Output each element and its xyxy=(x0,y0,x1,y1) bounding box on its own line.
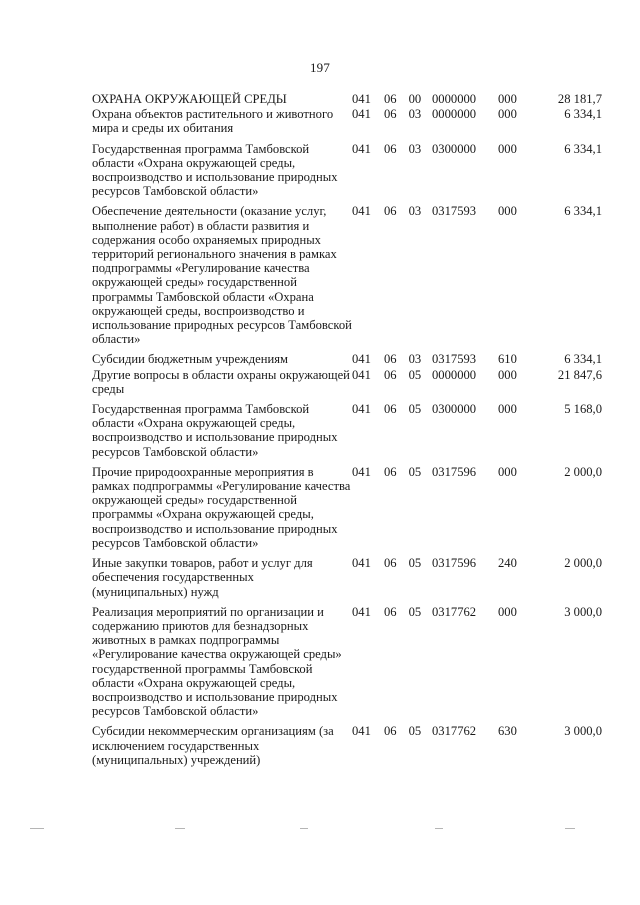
row-sum: 2 000,0 xyxy=(564,556,602,571)
scan-mark xyxy=(300,828,308,829)
row-rz: 06 xyxy=(384,464,397,479)
scan-mark xyxy=(565,828,575,829)
row-csr: 0300000 xyxy=(432,141,477,156)
row-pr: 00 xyxy=(408,92,422,106)
row-section xyxy=(382,724,432,738)
row-rz: 06 xyxy=(384,724,397,739)
row-sum: 2 000,0 xyxy=(564,464,602,479)
row-rz: 06 xyxy=(384,107,397,122)
row-section xyxy=(382,92,432,106)
row-section xyxy=(382,556,432,570)
row-rz: 06 xyxy=(384,604,397,619)
row-sum: 3 000,0 xyxy=(564,604,602,619)
row-name: ОХРАНА ОКРУЖАЮЩЕЙ СРЕДЫ xyxy=(92,92,287,106)
row-ved: 041 xyxy=(352,556,371,571)
row-ved: 041 xyxy=(352,402,371,417)
row-section xyxy=(382,368,432,382)
table-row xyxy=(92,556,602,599)
row-section xyxy=(382,107,432,121)
row-pr: 03 xyxy=(408,107,422,122)
row-ved: 041 xyxy=(352,92,371,106)
row-name: Прочие природоохранные мероприятия в рамках подпрограммы «Регулирование качества окружающей среды» государственной программы «Охрана окружающей среды, воспроизводство и использование природных ресурсов Тамбовской области» xyxy=(92,464,351,550)
row-vr: 000 xyxy=(498,141,517,156)
row-ved: 041 xyxy=(352,141,371,156)
table-row xyxy=(92,107,602,135)
row-name: Другие вопросы в области охраны окружающей среды xyxy=(92,367,350,396)
row-pr: 05 xyxy=(408,367,422,382)
row-csr: 0000000 xyxy=(432,107,477,122)
row-vr: 240 xyxy=(498,556,517,571)
table-row xyxy=(92,142,602,199)
row-name: Реализация мероприятий по организации и содержанию приютов для безнадзорных животных в рамках подпрограммы «Регулирование качества окружающей среды» государственной программы Тамбовской области «Охрана окружающей среды, воспроизводство и использование природных ресурсов Тамбовской области» xyxy=(92,604,342,719)
scan-mark xyxy=(435,828,443,829)
row-csr: 0317593 xyxy=(432,204,477,219)
row-name: Государственная программа Тамбовской области «Охрана окружающей среды, воспроизводство и использование природных ресурсов Тамбовской области» xyxy=(92,402,338,459)
page-number: 197 xyxy=(309,60,331,75)
row-ved: 041 xyxy=(352,367,371,382)
row-pr: 05 xyxy=(408,402,422,417)
row-csr: 0317762 xyxy=(432,724,477,739)
row-csr: 0317596 xyxy=(432,464,477,479)
row-pr: 05 xyxy=(408,604,422,619)
row-section xyxy=(382,204,432,218)
row-sum: 6 334,1 xyxy=(564,352,602,367)
budget-table xyxy=(92,92,602,767)
row-section xyxy=(382,465,432,479)
row-pr: 05 xyxy=(408,464,422,479)
row-csr: 0000000 xyxy=(432,92,477,106)
row-sum: 6 334,1 xyxy=(564,107,602,122)
row-vr: 000 xyxy=(498,107,517,122)
row-csr: 0317762 xyxy=(432,604,477,619)
row-csr: 0300000 xyxy=(432,402,477,417)
row-vr: 000 xyxy=(498,604,517,619)
row-name: Обеспечение деятельности (оказание услуг, выполнение работ) в области развития и содержания особо охраняемых природных территорий регионального значения в рамках подпрограммы «Регулирование качества окружающей среды» государственной программы Тамбовской области «Охрана окружающей среды, воспроизводство и использование природных ресурсов Тамбовской области» xyxy=(92,204,352,347)
row-rz: 06 xyxy=(384,556,397,571)
row-name: Государственная программа Тамбовской области «Охрана окружающей среды, воспроизводство и использование природных ресурсов Тамбовской области» xyxy=(92,141,338,199)
row-vr: 000 xyxy=(498,367,517,382)
row-pr: 05 xyxy=(408,724,422,739)
row-ved: 041 xyxy=(352,204,371,219)
row-vr: 000 xyxy=(498,402,517,417)
table-row xyxy=(92,92,602,106)
row-rz: 06 xyxy=(384,141,397,156)
table-row xyxy=(92,368,602,396)
row-rz: 06 xyxy=(384,402,397,417)
row-vr: 610 xyxy=(498,352,517,367)
row-rz: 06 xyxy=(384,367,397,382)
row-sum: 28 181,7 xyxy=(557,92,602,106)
row-section xyxy=(382,142,432,156)
row-name: Иные закупки товаров, работ и услуг для обеспечения государственных (муниципальных) нужд xyxy=(92,556,313,599)
row-section xyxy=(382,605,432,619)
table-row xyxy=(92,352,602,366)
row-sum: 5 168,0 xyxy=(564,402,602,417)
row-pr: 03 xyxy=(408,352,422,367)
table-row xyxy=(92,465,602,550)
row-pr: 03 xyxy=(408,204,422,219)
row-pr: 03 xyxy=(408,141,422,156)
row-rz: 06 xyxy=(384,352,397,367)
table-row xyxy=(92,204,602,346)
table-row xyxy=(92,605,602,719)
row-sum: 6 334,1 xyxy=(564,141,602,156)
row-section xyxy=(382,402,432,416)
row-name: Охрана объектов растительного и животного мира и среды их обитания xyxy=(92,107,334,136)
row-name: Субсидии некоммерческим организациям (за исключением государственных (муниципальных) учреждений) xyxy=(92,724,334,767)
row-sum: 21 847,6 xyxy=(557,367,602,382)
row-section xyxy=(382,352,432,366)
row-rz: 06 xyxy=(384,204,397,219)
row-vr: 000 xyxy=(498,92,517,106)
row-vr: 000 xyxy=(498,204,517,219)
table-row xyxy=(92,402,602,459)
row-sum: 6 334,1 xyxy=(564,204,602,219)
row-ved: 041 xyxy=(352,464,371,479)
row-rz: 06 xyxy=(384,92,397,106)
table-row xyxy=(92,724,602,767)
scan-mark xyxy=(30,828,44,829)
row-csr: 0317593 xyxy=(432,352,477,367)
row-ved: 041 xyxy=(352,724,371,739)
row-vr: 630 xyxy=(498,724,517,739)
scan-mark xyxy=(175,828,185,829)
row-name: Субсидии бюджетным учреждениям xyxy=(92,352,288,367)
row-pr: 05 xyxy=(408,556,422,571)
row-ved: 041 xyxy=(352,604,371,619)
row-csr: 0317596 xyxy=(432,556,477,571)
row-ved: 041 xyxy=(352,107,371,122)
row-sum: 3 000,0 xyxy=(564,724,602,739)
row-ved: 041 xyxy=(352,352,371,367)
row-vr: 000 xyxy=(498,464,517,479)
row-csr: 0000000 xyxy=(432,367,477,382)
